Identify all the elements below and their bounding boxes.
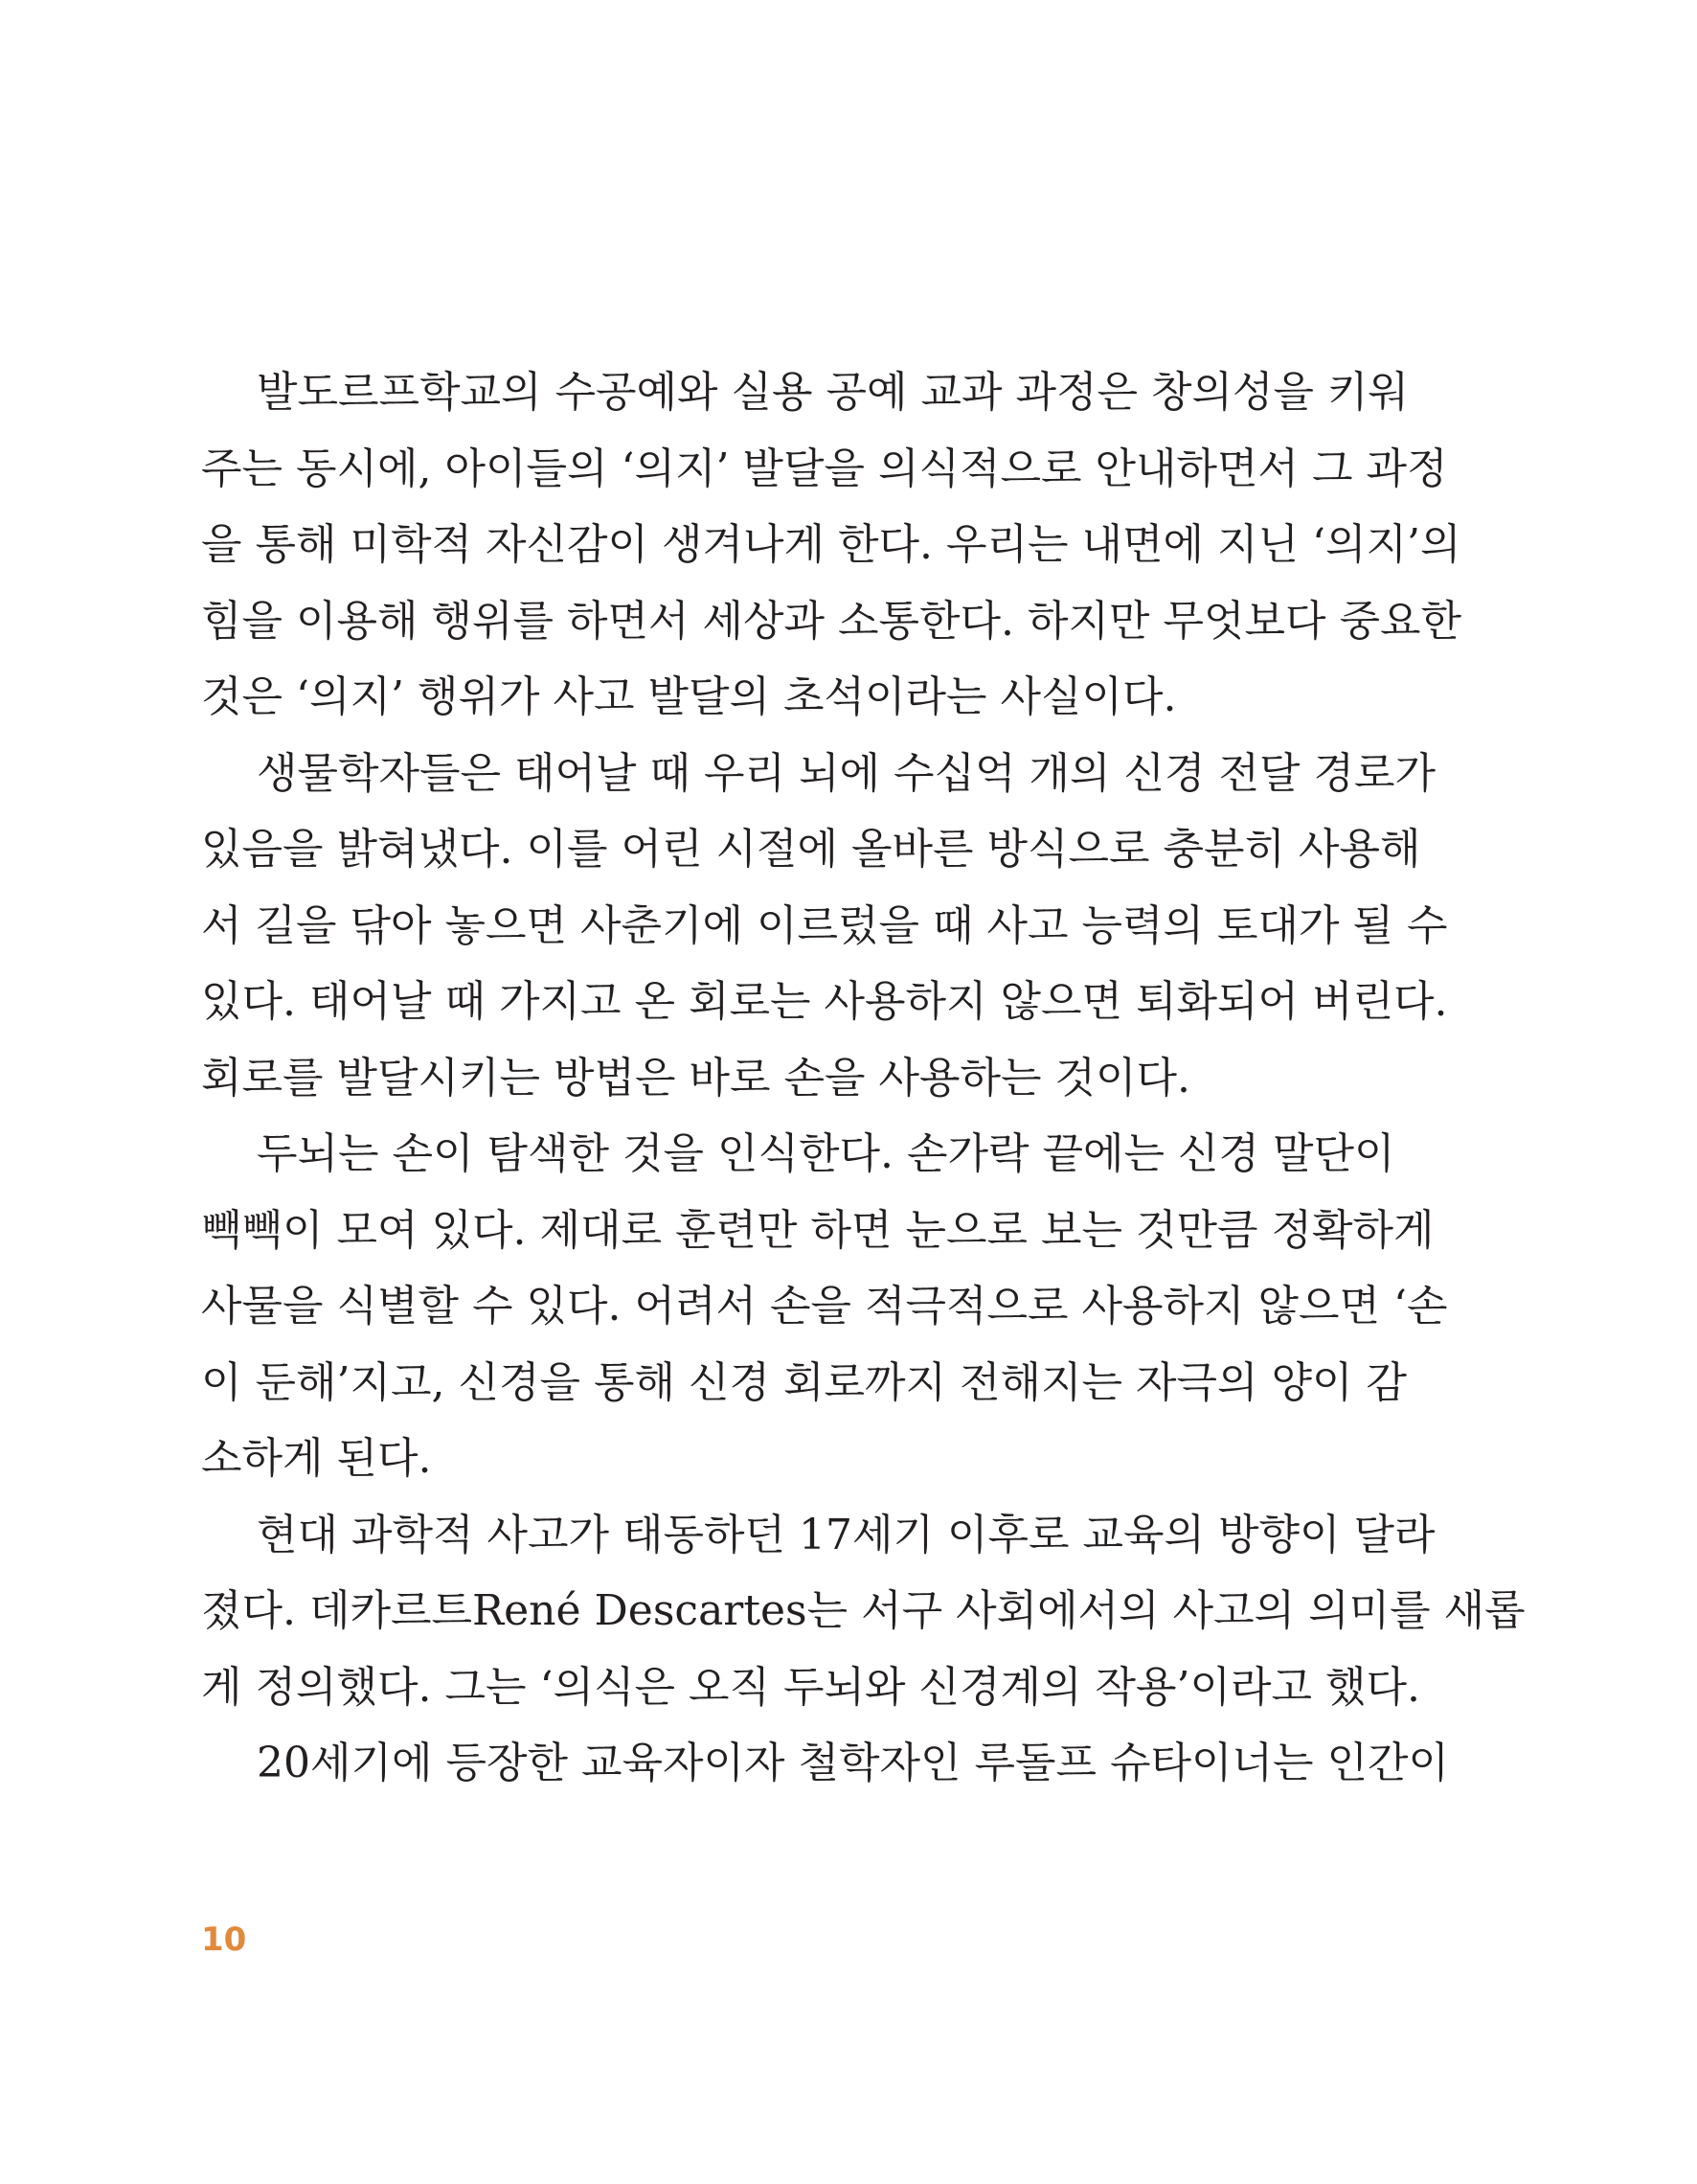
- text-line: 빽빽이 모여 있다. 제대로 훈련만 하면 눈으로 보는 것만큼 정확하게: [201, 1205, 1435, 1255]
- body-text: [201, 354, 1526, 1802]
- text-line: 생물학자들은 태어날 때 우리 뇌에 수십억 개의 신경 전달 경로가: [257, 748, 1436, 798]
- text-line: 20세기에 등장한 교육자이자 철학자인 루돌프 슈타이너는 인간이: [257, 1739, 1450, 1787]
- text-line: 게 정의했다. 그는 ‘의식은 오직 두뇌와 신경계의 작용’이라고 했다.: [201, 1662, 1420, 1712]
- text-line: 졌다. 데카르트René Descartes는 서구 사회에서의 사고의 의미를 새롭: [201, 1586, 1526, 1635]
- text-line: 회로를 발달시키는 방법은 바로 손을 사용하는 것이다.: [201, 1053, 1190, 1103]
- text-line: 것은 ‘의지’ 행위가 사고 발달의 초석이라는 사실이다.: [201, 672, 1177, 721]
- text-line: 이 둔해’지고, 신경을 통해 신경 회로까지 전해지는 자극의 양이 감: [201, 1357, 1407, 1407]
- page-number: 10: [201, 1921, 247, 1959]
- text-line: 있다. 태어날 때 가지고 온 회로는 사용하지 않으면 퇴화되어 버린다.: [201, 977, 1448, 1026]
- text-line: 힘을 이용해 행위를 하면서 세상과 소통한다. 하지만 무엇보다 중요한: [201, 596, 1461, 646]
- text-line: 서 길을 닦아 놓으면 사춘기에 이르렀을 때 사고 능력의 토대가 될 수: [201, 900, 1448, 950]
- text-line: 발도르프학교의 수공예와 실용 공예 교과 과정은 창의성을 키워: [257, 368, 1410, 417]
- text-line: 사물을 식별할 수 있다. 어려서 손을 적극적으로 사용하지 않으면 ‘손: [201, 1282, 1448, 1331]
- text-line: 소하게 된다.: [201, 1434, 432, 1483]
- text-line: 을 통해 미학적 자신감이 생겨나게 한다. 우리는 내면에 지닌 ‘의지’의: [201, 520, 1461, 569]
- text-line: 주는 동시에, 아이들의 ‘의지’ 발달을 의식적으로 안내하면서 그 과정: [201, 444, 1448, 493]
- text-line: 있음을 밝혀냈다. 이를 어린 시절에 올바른 방식으로 충분히 사용해: [201, 825, 1421, 874]
- text-line: 두뇌는 손이 탐색한 것을 인식한다. 손가락 끝에는 신경 말단이: [257, 1129, 1395, 1178]
- text-line: 현대 과학적 사고가 태동하던 17세기 이후로 교육의 방향이 달라: [257, 1510, 1436, 1559]
